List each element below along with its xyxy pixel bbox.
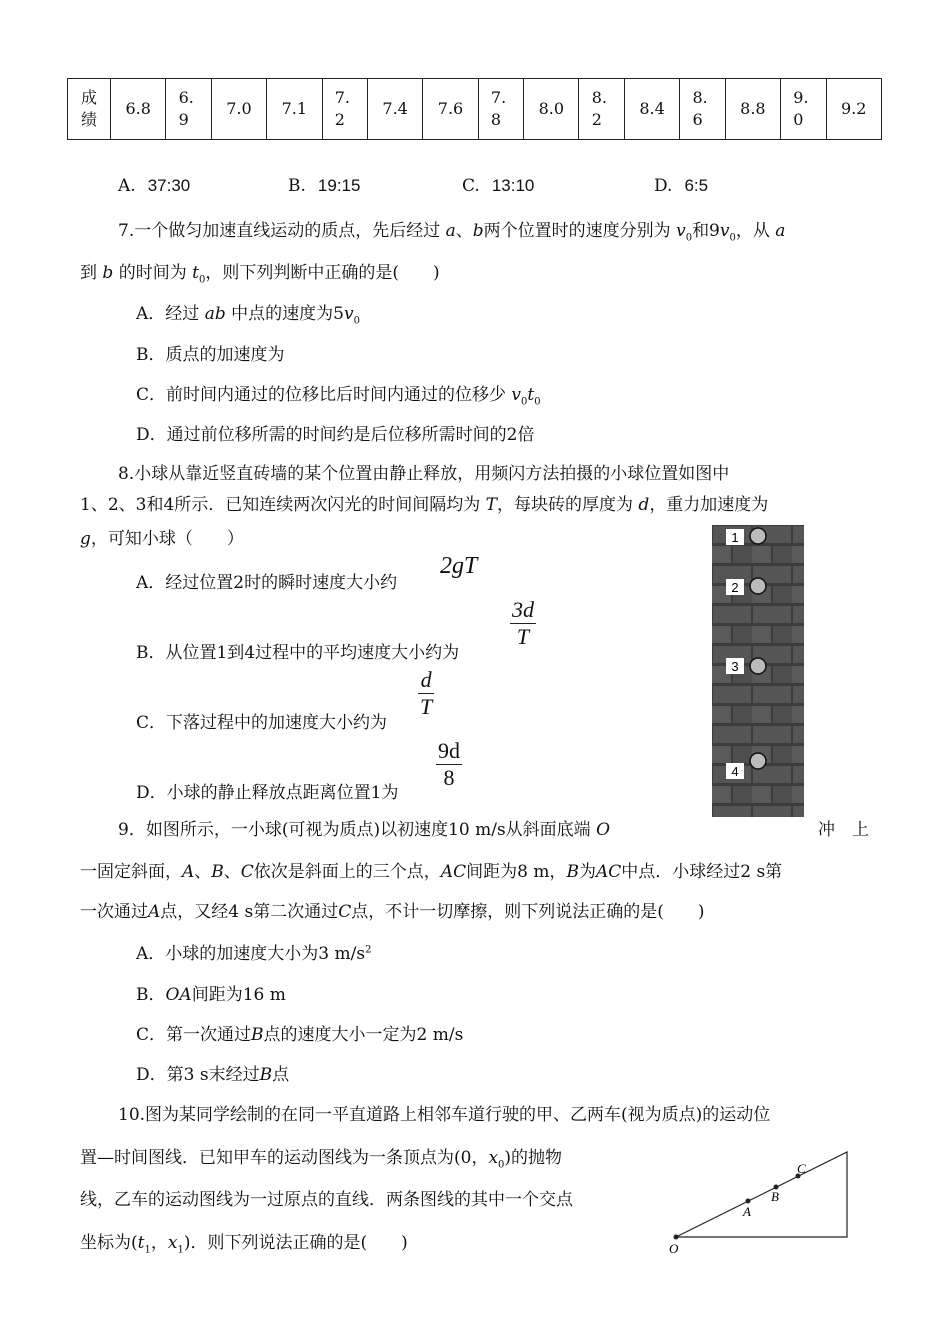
score-cell: 7.1 [267,79,322,140]
q8-option-a: A．经过位置2时的瞬时速度大小约 [136,573,398,593]
q8-option-c: C．下落过程中的加速度大小约为 [136,713,388,733]
ball-icon [750,658,766,674]
score-cell: 9.2 [826,79,882,140]
q10-stem-line4: 坐标为($t_1$，$x_1$)．则下列说法正确的是( ) [80,1233,408,1256]
score-header: 成绩 [68,79,111,140]
ball-icon [750,528,766,544]
label-c: C [797,1161,806,1176]
point-o [674,1235,679,1240]
ball-icon [750,578,766,594]
q9-option-b: B．OA间距为16 m [136,985,286,1005]
score-cell: 8.8 [725,79,780,140]
q7-stem-line2: 到 b 的时间为 $t_0$，则下列判断中正确的是( ) [80,263,440,286]
q8-option-a-expr: 2gT [440,553,478,579]
q9-option-d: D．第3 s末经过B点 [136,1065,290,1085]
label-b: B [771,1189,779,1204]
q10-stem-line2: 置—时间图线．已知甲车的运动图线为一条顶点为(0，$x_0$)的抛物 [80,1148,563,1171]
q8-stem-line2: 1、2、3和4所示．已知连续两次闪光的时间间隔均为 T，每块砖的厚度为 d，重力加速度为 [80,495,769,515]
score-cell: 6.9 [166,79,211,140]
score-cell: 8.6 [680,79,725,140]
q10-stem-line3: 线，乙车的运动图线为一过原点的直线．两条图线的其中一个交点 [80,1190,573,1210]
ball-icon [750,753,766,769]
score-cell: 7.0 [211,79,266,140]
brick-wall-figure [712,525,804,817]
score-cell: 8.2 [579,79,624,140]
incline-triangle [676,1152,847,1237]
q8-option-d-fraction: $\frac{9d}{8}$ [438,738,460,790]
q9-stem-line2: 一固定斜面，A、B、C依次是斜面上的三个点，AC间距为8 m，B为AC中点．小球经过2 s第 [80,862,783,882]
score-cell: 8.0 [524,79,579,140]
q8-option-b: B．从位置1到4过程中的平均速度大小约为 [136,643,460,663]
score-cell: 8.4 [624,79,679,140]
score-cell: 6.8 [111,79,166,140]
incline-figure [664,1140,864,1260]
q7-option-c: C．前时间内通过的位移比后时间内通过的位移少 $v_0t_0$ [136,385,541,408]
q7-stem-line1: 7.一个做匀加速直线运动的质点，先后经过 a、b两个位置时的速度分别为 $v_0$和$9v_0$，从 a [118,221,786,244]
q8-option-d: D．小球的静止释放点距离位置1为 [136,783,399,803]
position-label-3: 3 [731,659,739,674]
score-row [68,79,882,140]
q6-option-d: D. 6:5 [654,176,709,196]
q8-stem-line1: 8.小球从靠近竖直砖墙的某个位置由静止释放，用频闪方法拍摄的小球位置如图中 [118,464,730,484]
q8-option-c-fraction: $\frac{d}{T}$ [420,667,433,719]
q7-option-a: A．经过 ab 中点的速度为$5v_0$ [136,304,360,327]
q6-option-b: B. 19:15 [288,176,361,196]
q6-option-a: A. 37:30 [118,176,191,196]
score-cell: 9.0 [781,79,826,140]
q10-stem-line1: 10.图为某同学绘制的在同一平直道路上相邻车道行驶的甲、乙两车(视为质点)的运动位 [118,1105,771,1125]
q7-option-d: D．通过前位移所需的时间约是后位移所需时间的2倍 [136,425,535,445]
q9-stem-line3: 一次通过A点，又经4 s第二次通过C点，不计一切摩擦，则下列说法正确的是( ) [80,902,705,922]
q8-option-b-fraction: $\frac{3d}{T}$ [512,597,534,649]
q9-stem-line1: 9．如图所示，一小球(可视为质点)以初速度10 m/s从斜面底端 O [118,820,611,840]
q7-option-b: B．质点的加速度为 [136,345,285,365]
position-label-2: 2 [731,580,739,595]
score-cell: 7.6 [423,79,478,140]
point-a [746,1199,751,1204]
label-o: O [669,1241,679,1256]
q9-stem-line1-end: 冲 上 [818,820,869,840]
q8-stem-line3: g，可知小球（ ） [80,529,244,549]
score-cell: 7.2 [322,79,367,140]
q9-option-c: C．第一次通过B点的速度大小一定为2 m/s [136,1025,464,1045]
score-table [67,78,882,140]
score-cell: 7.8 [478,79,523,140]
score-cell: 7.4 [367,79,422,140]
q9-option-a: A．小球的加速度大小为3 $m/s^2$ [136,944,372,964]
label-a: A [743,1204,751,1219]
q6-option-c: C. 13:10 [462,176,535,196]
position-label-1: 1 [731,530,739,545]
position-label-4: 4 [731,764,739,779]
